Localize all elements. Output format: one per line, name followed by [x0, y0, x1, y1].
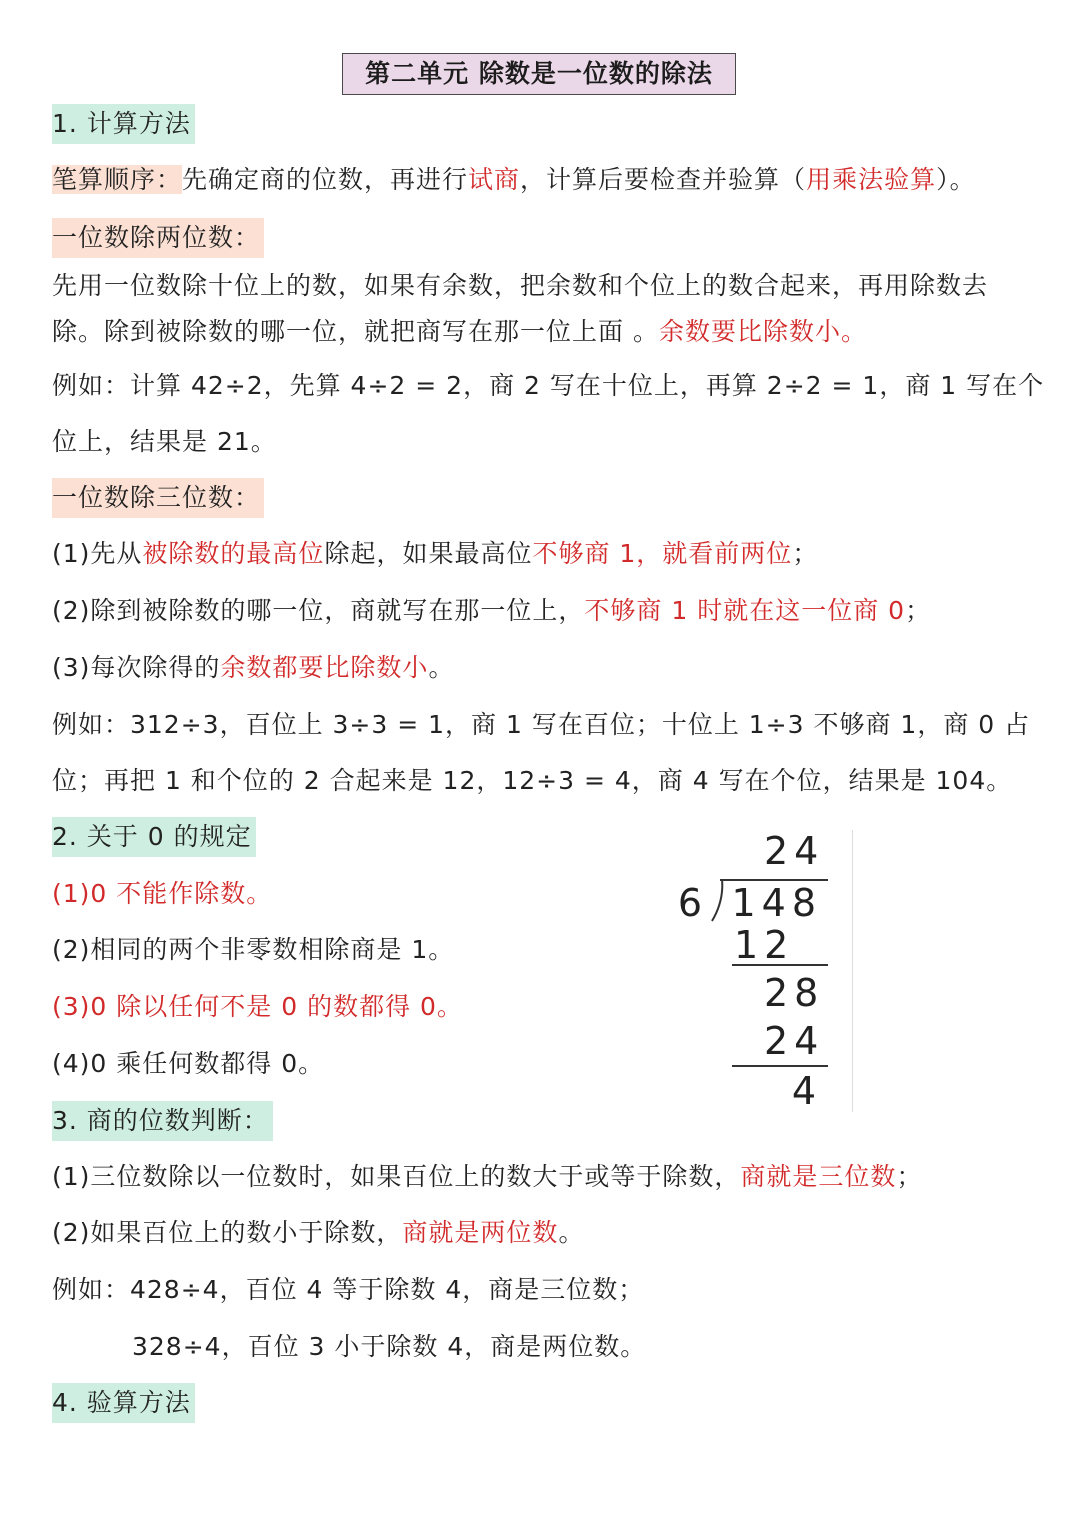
rule-item: [52, 650, 454, 686]
rule-highlight: 商就是三位数: [740, 1162, 897, 1191]
order-text: 先确定商的位数，再进行: [182, 165, 469, 194]
ld-step3: 24: [764, 1019, 825, 1063]
zero-rule-1: (1)0 不能作除数。: [52, 879, 273, 908]
written-order-line: [52, 162, 976, 198]
rule-highlight: 商就是两位数: [402, 1218, 559, 1247]
example-text: 例如：计算 42÷2，先算 4÷2 = 2，商 2 写在十位上，再算 2÷2 = 1，商 1 写在个: [52, 371, 1045, 400]
rule-text-part: (1)三位数除以一位数时，如果百位上的数大于或等于除数，: [52, 1162, 741, 1191]
order-text: ）。: [936, 165, 976, 194]
section-heading-quotient-digits: 3. 商的位数判断：: [52, 1101, 273, 1141]
rule-text-part: ；: [792, 539, 819, 568]
rule-text-part: (2)除到被除数的哪一位，商就写在那一位上，: [52, 596, 585, 625]
digit-rule-2: [52, 1215, 584, 1251]
rule-highlight: 余数都要比除数小: [220, 653, 429, 682]
rule-highlight: 被除数的最高位: [142, 539, 325, 568]
rule-text-part: 。: [428, 653, 455, 682]
subheading-three-digit: 一位数除三位数：: [52, 478, 264, 518]
example-text: 328÷4，百位 3 小于除数 4，商是两位数。: [132, 1332, 647, 1361]
rule-text-part: ；: [905, 596, 932, 625]
rule-text-part: ；: [896, 1162, 923, 1191]
zero-rule-3: (3)0 除以任何不是 0 的数都得 0。: [52, 992, 463, 1021]
divider-line: [852, 830, 853, 1112]
rule-highlight: 不够商 1 时就在这一位商 0: [584, 596, 906, 625]
rule-item: [52, 536, 818, 572]
rule-item: [52, 593, 931, 629]
ld-dividend: 148: [731, 881, 822, 925]
page-title: 第二单元 除数是一位数的除法: [342, 53, 736, 95]
ld-divisor: 6: [677, 881, 708, 925]
example-text: 位；再把 1 和个位的 2 合起来是 12，12÷3 = 4，商 4 写在个位，结果是 104。: [52, 766, 1013, 795]
rule-text-part: (1)先从: [52, 539, 143, 568]
example-text: 位上，结果是 21。: [52, 427, 277, 456]
section-heading-verification: 4. 验算方法: [52, 1383, 195, 1423]
ld-step-line: [732, 1065, 828, 1067]
zero-rule-4: (4)0 乘任何数都得 0。: [52, 1049, 325, 1078]
rule-highlight: 余数要比除数小。: [658, 317, 867, 346]
ld-bracket: [710, 879, 726, 923]
order-label: 笔算顺序：: [52, 165, 183, 194]
subheading-two-digit: 一位数除两位数：: [52, 218, 264, 258]
order-text: ，计算后要检查并验算（: [520, 165, 807, 194]
order-highlight-trial: 试商: [468, 165, 521, 194]
rule-text-part: 。: [558, 1218, 585, 1247]
example-text: 例如：312÷3，百位上 3÷3 = 1，商 1 写在百位；十位上 1÷3 不够商 1，商 0 占: [52, 710, 1031, 739]
section-heading-calculation: 1. 计算方法: [52, 104, 195, 144]
rule-text-part: 除起，如果最高位: [324, 539, 533, 568]
ld-quotient: 24: [764, 829, 825, 873]
rule-text-part: (3)每次除得的: [52, 653, 221, 682]
ld-step2: 28: [764, 971, 825, 1015]
rule-highlight: 不够商 1，就看前两位: [532, 539, 793, 568]
rule-text-part: 除。除到被除数的哪一位，就把商写在那一位上面 。: [52, 317, 659, 346]
section-heading-zero-rules: 2. 关于 0 的规定: [52, 817, 256, 857]
order-highlight-check: 用乘法验算: [806, 165, 937, 194]
example-text: 例如：428÷4，百位 4 等于除数 4，商是三位数；: [52, 1275, 645, 1304]
rule-text: 先用一位数除十位上的数，如果有余数，把余数和个位上的数合起来，再用除数去: [52, 271, 989, 300]
long-division-example: [668, 824, 868, 1114]
ld-step-line: [732, 964, 828, 966]
rule-text: [52, 314, 867, 350]
rule-text-part: (2)如果百位上的数小于除数，: [52, 1218, 403, 1247]
digit-rule-1: [52, 1159, 922, 1195]
zero-rule-2: (2)相同的两个非零数相除商是 1。: [52, 935, 455, 964]
ld-remainder: 4: [791, 1069, 822, 1113]
ld-step1: 12: [734, 923, 795, 967]
